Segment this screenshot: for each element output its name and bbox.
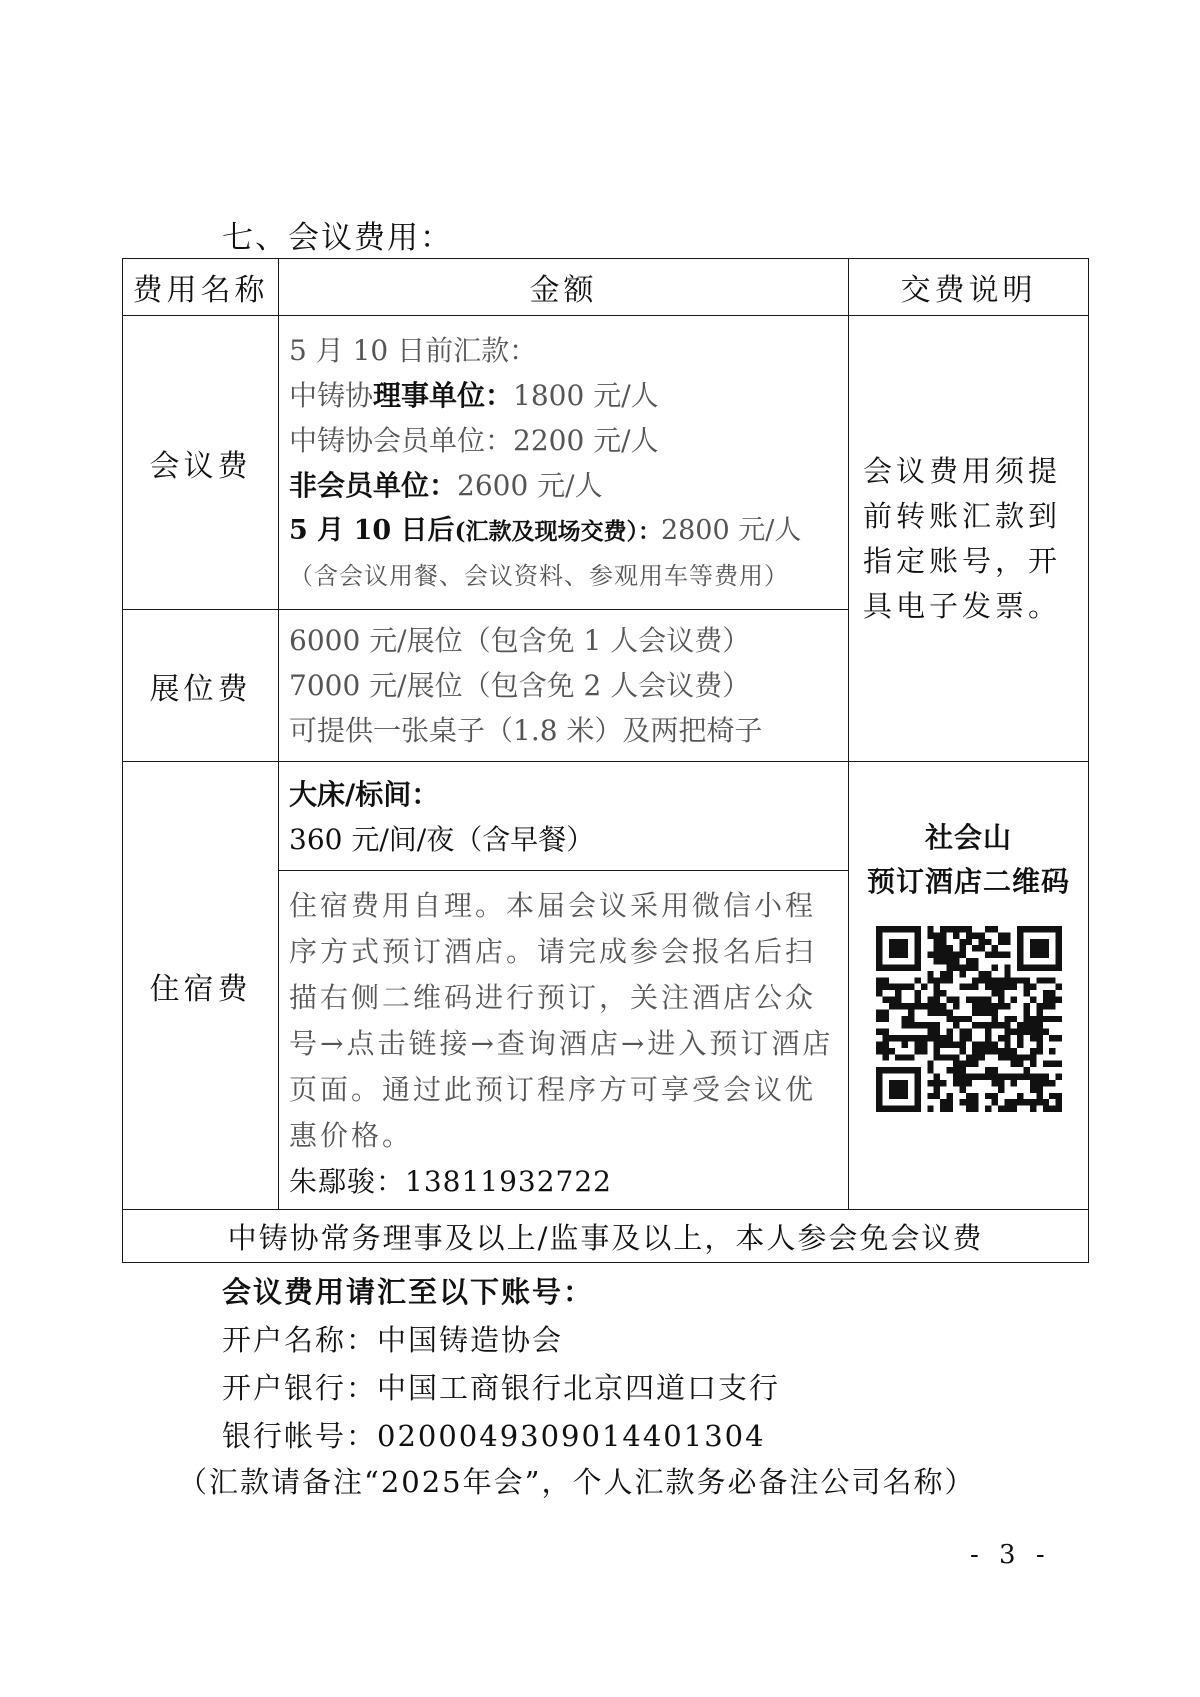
booth-fee-amount [279,610,849,762]
member-line: 中铸协会员单位：2200 元/人 [289,424,659,457]
payment-note: 会议费用须提前转账汇款到指定账号，开具电子发票。 [863,453,1062,623]
meeting-fee-name: 会议费 [123,316,279,610]
table-header-row [123,259,1089,316]
meeting-fee-amount [279,316,849,610]
booth-fee-name: 展位费 [123,610,279,762]
payment-note-cell [849,316,1089,762]
booth-line-1: 6000 元/展位（包含免 1 人会议费） [289,624,751,657]
meeting-fee-row [123,316,1089,610]
lodging-fee-row [123,762,1089,1210]
section-title: 七、会议费用： [222,220,453,256]
account-number: 银行帐号：0200049309014401304 [222,1419,766,1453]
after-date-line [289,508,848,554]
account-name: 开户名称：中国铸造协会 [222,1323,564,1357]
qr-code-icon[interactable] [876,926,1062,1112]
header-payment-note: 交费说明 [849,259,1089,316]
remittance-remark: （汇款请备注“2025年会”，个人汇款务必备注公司名称） [178,1465,976,1499]
account-info [222,1268,780,1460]
after-date-paren: (汇款及现场交费）： [454,518,661,545]
director-prefix: 中铸协 [289,379,374,412]
lodging-description: 住宿费用自理。本届会议采用微信小程序方式预订酒店。请完成参会报名后扫描右侧二维码进行预订，关注酒店公众号→点击链接→查询酒店→进入预订酒店页面。通过此预订程序方可享受会议优惠价格。 [289,889,834,1152]
fee-table [122,258,1089,1263]
lodging-description-block [279,871,848,1209]
room-price: 360 元/间/夜（含早餐） [289,823,595,856]
account-bank: 开户银行：中国工商银行北京四道口支行 [222,1371,781,1405]
after-date-label: 5 月 10 日后 [289,515,455,546]
lodging-fee-name: 住宿费 [123,762,279,1210]
footer-note: 中铸协常务理事及以上/监事及以上，本人参会免会议费 [123,1210,1089,1263]
qr-title-hotel: 社会山 [924,821,1012,854]
nonmember-price: 2600 元/人 [457,469,603,502]
director-label: 理事单位： [373,379,514,412]
room-type: 大床/标间： [289,778,440,811]
account-heading: 会议费用请汇至以下账号： [222,1275,595,1309]
header-fee-name: 费用名称 [123,259,279,316]
qr-cell [849,762,1089,1210]
director-line [289,373,848,418]
after-date-price: 2800 元/人 [660,515,802,546]
footer-row [123,1210,1089,1263]
room-block [279,762,848,871]
lodging-fee-amount [279,762,849,1210]
qr-title-booking: 预订酒店二维码 [866,865,1070,898]
includes-line: （含会议用餐、会议资料、参观用车等费用） [289,562,789,590]
director-price: 1800 元/人 [513,379,659,412]
nonmember-line [289,463,848,508]
header-amount: 金额 [279,259,849,316]
booth-line-2: 7000 元/展位（包含免 2 人会议费） [289,669,751,702]
nonmember-label: 非会员单位： [289,469,458,502]
before-date-line: 5 月 10 日前汇款： [289,334,538,367]
lodging-contact: 朱鄢骏：13811932722 [289,1165,612,1198]
page-number: - 3 - [970,1540,1051,1570]
booth-line-3: 可提供一张桌子（1.8 米）及两把椅子 [289,714,763,747]
